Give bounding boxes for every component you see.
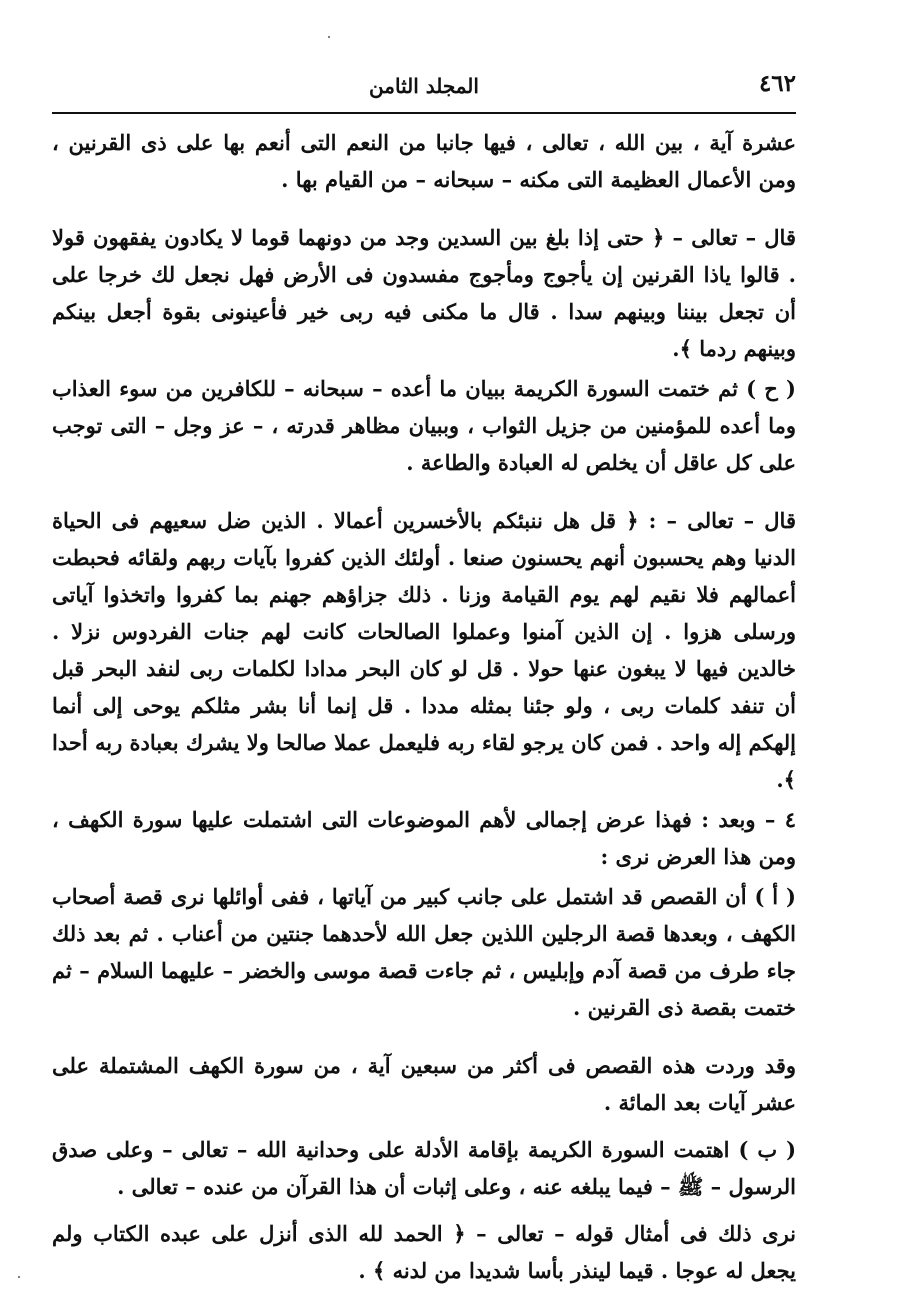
- paragraph-section-4: ٤ – وبعد : فهذا عرض إجمالى لأهم الموضوعات التى اشتملت عليها سورة الكهف ، ومن هذا العرض نرى :: [52, 807, 796, 869]
- paragraph-intro-continuation: عشرة آية ، بين الله ، تعالى ، فيها جانبا من النعم التى أنعم بها على ذى القرنين ، ومن الأعمال العظيمة التى مكنه – سبحانه – من القيام بها .: [52, 130, 796, 192]
- paragraph-quran-quote-akhsarin: قال – تعالى – : ﴿ قل هل ننبئكم بالأخسرين أعمالا . الذين ضل سعيهم فى الحياة الدنيا وهم يحسبون أنهم يحسنون صنعا . أولئك الذين كفروا بآيات ربهم ولقائه فحبطت أعمالهم فلا نقيم لهم يوم القيامة وزنا . ذلك جزاؤهم جهنم بما كفروا واتخذوا آياتى ورسلى هزوا . إن الذين آمنوا وعملوا الصالحات كانت لهم جنات الفردوس نزلا . خالدين فيها لا يبغون عنها حولا . قل لو كان البحر مدادا لكلمات ربى لنفد البحر قبل أن تنفد كلمات ربى ، ولو جئنا بمثله مددا . قل إنما أنا بشر مثلكم يوحى إلى أنما إلهكم إله واحد . فمن كان يرجو لقاء ربه فليعمل عملا صالحا ولا يشرك بعبادة ربه أحدا ﴾.: [52, 508, 796, 792]
- page-body: [52, 124, 796, 1289]
- page-header: [52, 66, 796, 114]
- page-number: ٤٦٢: [758, 70, 796, 97]
- running-head: المجلد الثامن: [369, 74, 479, 98]
- scan-speck: [328, 36, 330, 38]
- paragraph-quran-quote-dhulqarnayn: قال – تعالى – ﴿ حتى إذا بلغ بين السدين وجد من دونهما قوما لا يكادون يفقهون قولا . قالوا ياذا القرنين إن يأجوج ومأجوج مفسدون فى الأرض فهل نجعل لك خرجا على أن تجعل بيننا وبينهم سدا . قال ما مكنى فيه ربى خير فأعينونى بقوة أجعل بينكم وبينهم ردما ﴾.: [52, 225, 796, 361]
- paragraph-section-a: ( أ ) أن القصص قد اشتمل على جانب كبير من آياتها ، ففى أوائلها نرى قصة أصحاب الكهف ، وبعدها قصة الرجلين اللذين جعل الله لأحدهما جنتين من أعناب . ثم بعد ذلك جاء طرف من قصة آدم وإبليس ، ثم جاءت قصة موسى والخضر – عليهما السلام – ثم ختمت بقصة ذى القرنين .: [52, 884, 796, 1020]
- scan-speck: [18, 1276, 20, 1278]
- paragraph-section-b: ( ب ) اهتمت السورة الكريمة بإقامة الأدلة على وحدانية الله – تعالى – وعلى صدق الرسول – ﷺ – فيما يبلغه عنه ، وعلى إثبات أن هذا القرآن من عنده – تعالى .: [52, 1137, 796, 1199]
- paragraph-stories-count: وقد وردت هذه القصص فى أكثر من سبعين آية ، من سورة الكهف المشتملة على عشر آيات بعد المائة .: [52, 1053, 796, 1115]
- paragraph-quran-quote-hamd: نرى ذلك فى أمثال قوله – تعالى – ﴿ الحمد لله الذى أنزل على عبده الكتاب ولم يجعل له عوجا . قيما لينذر بأسا شديدا من لدنه ﴾ .: [52, 1221, 796, 1283]
- paragraph-section-h: ( ح ) ثم ختمت السورة الكريمة ببيان ما أعده – سبحانه – للكافرين من سوء العذاب وما أعده للمؤمنين من جزيل الثواب ، وببيان مظاهر قدرته ، – عز وجل – التى توجب على كل عاقل أن يخلص له العبادة والطاعة .: [52, 376, 796, 475]
